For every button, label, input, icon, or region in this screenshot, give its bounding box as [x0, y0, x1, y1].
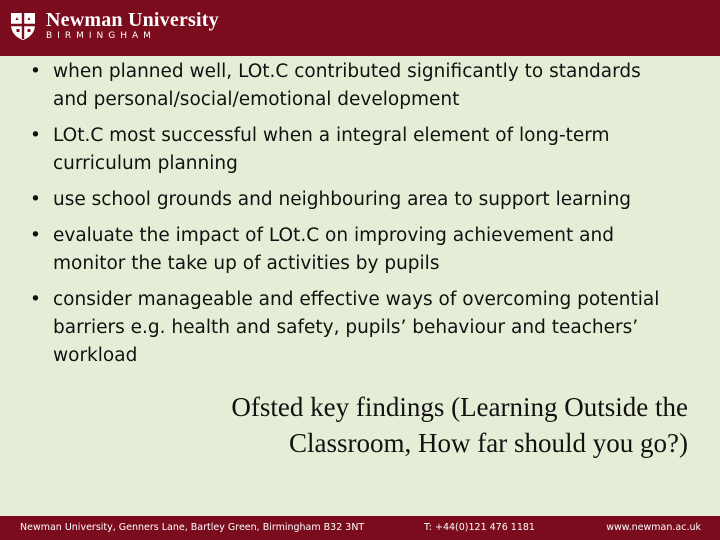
- footer-bar: [0, 516, 720, 540]
- list-item: [30, 186, 680, 214]
- bullet-text: consider manageable and effective ways of overcoming potential barriers e.g. health and safety, pupils’ behaviour and teachers’ workload: [53, 289, 660, 366]
- slide-title-line-1: Ofsted key findings (Learning Outside the: [231, 392, 688, 422]
- footer-address: Newman University, Genners Lane, Bartley Green, Birmingham B32 3NT: [20, 522, 365, 533]
- bullet-icon: •: [30, 225, 41, 246]
- bullet-icon: •: [30, 289, 41, 310]
- bullet-icon: •: [30, 189, 41, 210]
- slide-title-line-2: Classroom, How far should you go?): [289, 428, 688, 458]
- bullet-text: use school grounds and neighbouring area to support learning: [53, 189, 632, 210]
- bullet-text: evaluate the impact of LOt.C on improving achievement and monitor the take up of activities by pupils: [53, 225, 614, 274]
- bullet-text: when planned well, LOt.C contributed significantly to standards and personal/social/emotional development: [53, 61, 641, 110]
- list-item: [30, 58, 680, 114]
- footer-phone: T: +44(0)121 476 1181: [424, 522, 535, 533]
- logo-city: BIRMINGHAM: [46, 31, 156, 41]
- footer-website-link[interactable]: www.newman.ac.uk: [606, 522, 701, 533]
- list-item: [30, 222, 680, 278]
- list-item: [30, 286, 680, 370]
- bullet-icon: •: [30, 61, 41, 82]
- header-bar: [0, 0, 720, 56]
- list-item: [30, 122, 680, 178]
- university-logo[interactable]: [9, 8, 219, 48]
- bullet-text: LOt.C most successful when a integral element of long-term curriculum planning: [53, 125, 610, 174]
- logo-name: Newman University: [46, 9, 219, 31]
- slide-title: [128, 389, 688, 461]
- bullet-list: [30, 58, 680, 378]
- bullet-icon: •: [30, 125, 41, 146]
- university-crest-icon: [9, 11, 37, 41]
